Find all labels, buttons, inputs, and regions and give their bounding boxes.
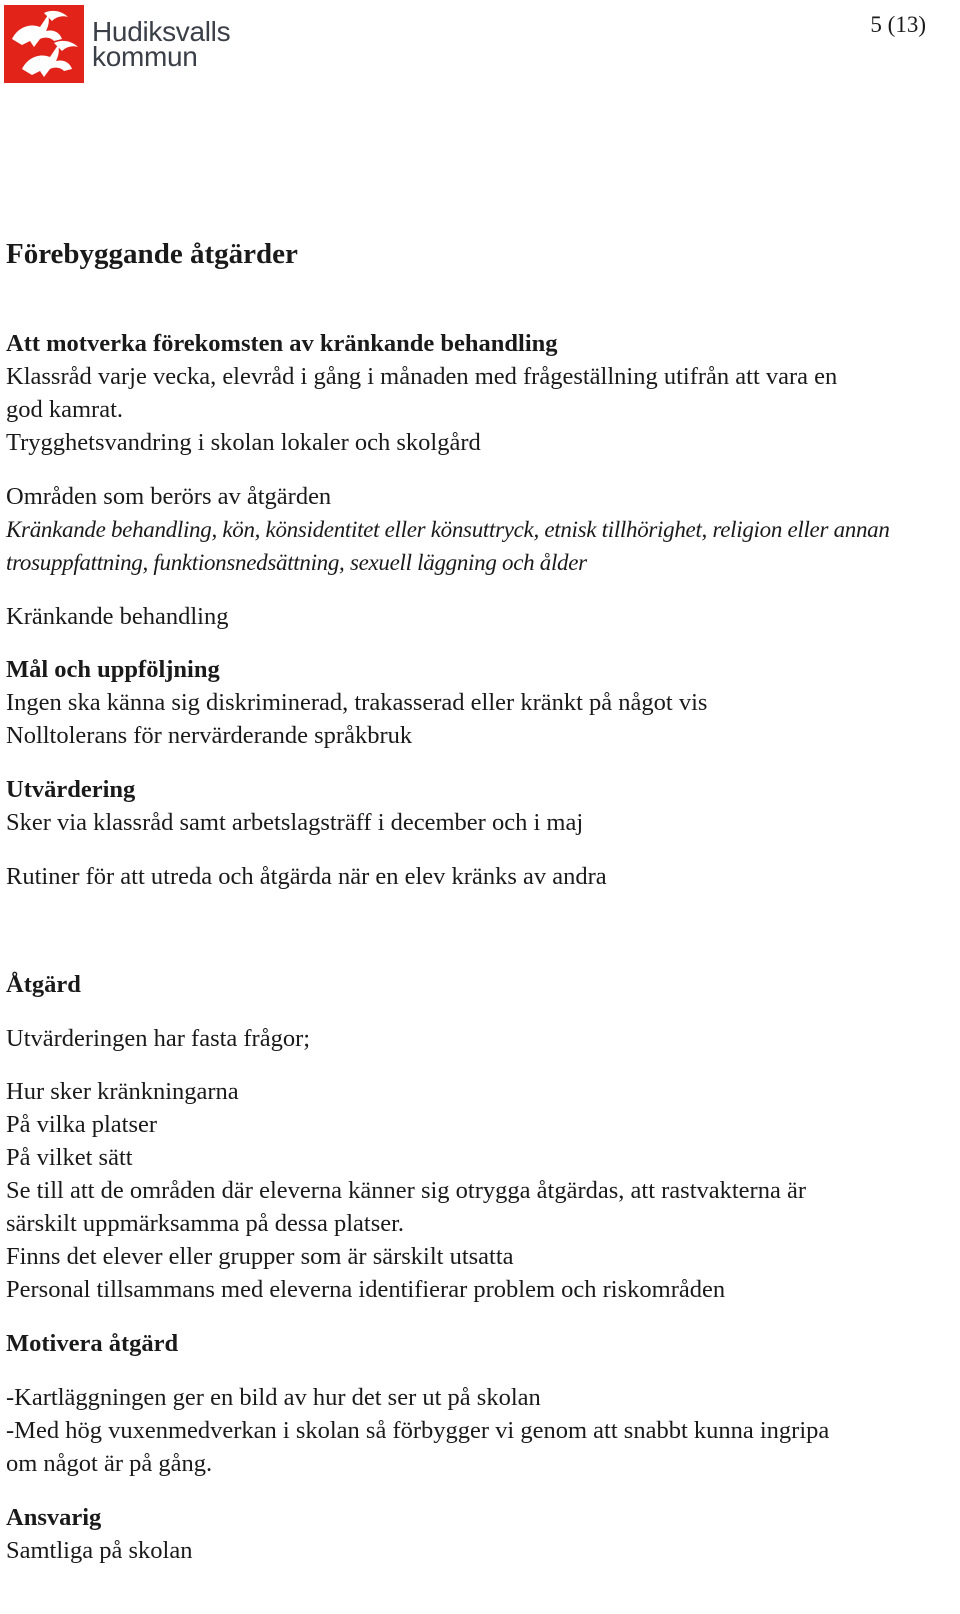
responsible-line: Samtliga på skolan: [6, 1537, 193, 1564]
areas-label: Områden som berörs av åtgärden: [6, 483, 332, 510]
section1-line: Klassråd varje vecka, elevråd i gång i månaden med frågeställning utifrån att vara en: [6, 363, 838, 390]
goals-line: Ingen ska känna sig diskriminerad, trakasserad eller kränkt på något vis: [6, 689, 708, 716]
goals-line: Nolltolerans för nervärderande språkbruk: [6, 722, 413, 749]
page-title: Förebyggande åtgärder: [6, 238, 298, 270]
logo-line-1: Hudiksvalls: [92, 16, 231, 47]
action-line: Hur sker kränkningarna: [6, 1078, 239, 1105]
section1-line: god kamrat.: [6, 396, 124, 423]
section-heading-counteract: Att motverka förekomsten av kränkande behandling: [6, 330, 558, 357]
action-line: Se till att de områden där eleverna känner sig otrygga åtgärdas, att rastvakterna är: [6, 1177, 806, 1204]
routines-line: Rutiner för att utreda och åtgärda när en elev kränks av andra: [6, 863, 607, 890]
action-line: Personal tillsammans med eleverna identifierar problem och riskområden: [6, 1276, 726, 1303]
action-line: På vilket sätt: [6, 1144, 133, 1171]
action-line: På vilka platser: [6, 1111, 158, 1138]
action-line: Finns det elever eller grupper som är särskilt utsatta: [6, 1243, 514, 1270]
motivation-line: -Med hög vuxenmedverkan i skolan så förbygger vi genom att snabbt kunna ingripa: [6, 1417, 830, 1444]
goals-heading: Mål och uppföljning: [6, 656, 220, 683]
section1-line: Trygghetsvandring i skolan lokaler och skolgård: [6, 429, 481, 456]
action-heading: Åtgärd: [6, 971, 81, 998]
motivation-line: om något är på gång.: [6, 1450, 213, 1477]
motivation-line: -Kartläggningen ger en bild av hur det ser ut på skolan: [6, 1384, 541, 1411]
motivation-heading: Motivera åtgärd: [6, 1330, 179, 1357]
page-number: 5 (13): [870, 12, 926, 37]
logo-wordmark: [92, 16, 231, 72]
logo-line-2: kommun: [92, 41, 198, 72]
action-line: särskilt uppmärksamma på dessa platser.: [6, 1210, 405, 1237]
topic-label: Kränkande behandling: [6, 603, 229, 630]
areas-italic-line: Kränkande behandling, kön, könsidentitet eller könsuttryck, etnisk tillhörighet, religion eller annan: [6, 517, 890, 542]
evaluation-line: Sker via klassråd samt arbetslagsträff i december och i maj: [6, 809, 584, 836]
evaluation-heading: Utvärdering: [6, 776, 136, 803]
goat-emblem-icon: [4, 5, 84, 83]
hudiksvalls-logo: [4, 5, 230, 83]
responsible-heading: Ansvarig: [6, 1504, 102, 1531]
areas-italic-line: trosuppfattning, funktionsnedsättning, sexuell läggning och ålder: [6, 550, 587, 575]
action-intro: Utvärderingen har fasta frågor;: [6, 1025, 311, 1052]
